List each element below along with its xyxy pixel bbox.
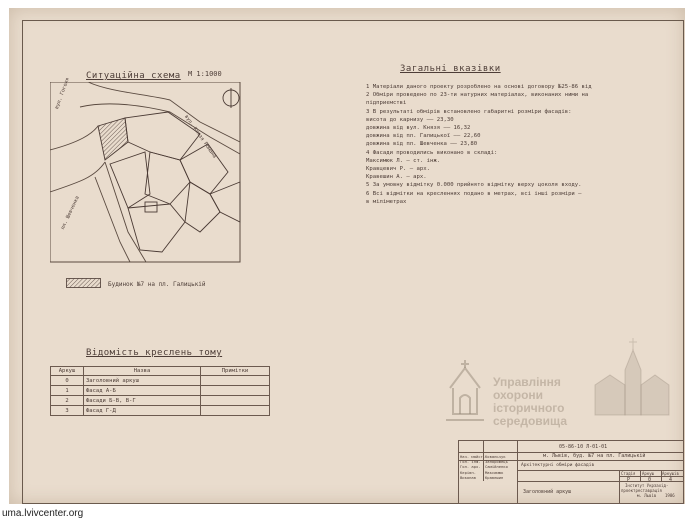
street-label-shevchenka: пл. Шевченка <box>60 195 81 231</box>
legend-hatch-swatch <box>66 278 102 289</box>
person-name: Ковальчук <box>485 454 506 459</box>
sheets-header: Аркушів <box>662 471 679 476</box>
note-line: підприємстві <box>366 100 407 107</box>
org-line: 1986 <box>665 493 675 498</box>
col-header-note: Примітки <box>201 367 270 376</box>
role-label: Нач. майст. <box>460 454 486 459</box>
note-line: висота до карнизу —— 23,30 <box>366 116 454 123</box>
person-name: Кравешин <box>485 474 504 480</box>
table-row <box>51 386 270 396</box>
org-line: Інститут Укрзахід- <box>625 483 669 488</box>
watermark-line: Управління <box>493 375 561 389</box>
role-label: Гол. інж. <box>460 459 481 465</box>
note-line: Кравцевич Р. — арх. <box>366 166 430 172</box>
table-cell-sheet: 1 <box>51 386 84 396</box>
site-plan <box>50 82 250 272</box>
table-cell-sheet: 0 <box>51 376 84 386</box>
table-cell-sheet: 3 <box>51 406 84 416</box>
table-cell-name: Фасад А-Б <box>84 386 201 396</box>
note-line: довжина від вул. Князя —— 16,32 <box>366 125 471 131</box>
col-header-name: Назва <box>84 367 201 376</box>
stage-value: Р <box>627 477 631 483</box>
note-line: 1 Матеріали даного проекту розроблено на основі договору №25-86 від <box>366 84 592 90</box>
role-label: Керівн. <box>460 469 477 475</box>
table-cell-name: Заголовний аркуш <box>84 376 201 386</box>
stage-header: Стадія <box>621 471 636 476</box>
watermark-text <box>493 376 567 428</box>
title-block-subtitle: Архітектурні обміри фасадів <box>521 463 595 468</box>
situation-title: Ситуаційна схема <box>86 71 181 81</box>
title-block-code: 05-86-10 Л-01-01 <box>559 444 608 450</box>
table-row <box>51 406 270 416</box>
col-header-sheet: Аркуш <box>51 367 84 376</box>
notes-title: Загальні вказівки <box>400 64 501 74</box>
title-block <box>458 440 684 504</box>
sheet-value: 0 <box>648 477 652 483</box>
drawings-title: Відомість креслень тому <box>86 348 223 358</box>
note-line: 3 В результаті обмірів встановлено габаритні розміри фасадів: <box>366 108 572 115</box>
watermark-logo-icon <box>440 358 490 422</box>
drawings-table <box>50 366 270 416</box>
sheets-value: 4 <box>669 477 673 483</box>
person-name: Самійленко <box>485 464 508 470</box>
legend-text: Будинок №7 на пл. Галицькій <box>108 281 206 288</box>
table-cell-note <box>201 376 270 386</box>
street-label-gogolya: вул. Гоголя <box>54 76 71 111</box>
watermark-line: середовища <box>493 414 567 428</box>
note-line: довжина від пл. Шевченка —— 23,80 <box>366 141 478 148</box>
role-label: Виконав <box>460 474 477 480</box>
table-cell-note <box>201 386 270 396</box>
note-line: 4 Фасади проводились виконано в складі: <box>366 149 498 156</box>
person-name: Максимюк <box>485 469 504 475</box>
org-line: проектреставрація <box>621 488 662 493</box>
scale-label: М 1:1000 <box>188 70 222 78</box>
table-cell-name: Фасад Г-Д <box>84 406 201 416</box>
street-label-romana: вул. Князя Романа <box>183 114 218 160</box>
source-label: uma.lvivcenter.org <box>2 508 84 519</box>
role-label: Гол. арх. <box>460 464 481 470</box>
title-block-address: м. Львів, буд. №7 на пл. Галицькій <box>543 453 646 459</box>
table-cell-note <box>201 406 270 416</box>
note-line: 6 Всі відмітки на кресленнях подано в метрах, всі інші розміри — <box>366 190 582 197</box>
table-row <box>51 396 270 406</box>
note-line: в міліметрах <box>366 198 407 205</box>
sheet-header: Аркуш <box>642 471 655 476</box>
org-line: м. Львів <box>637 493 657 498</box>
watermark-church-icon <box>585 330 675 420</box>
person-name: Запорожець <box>485 459 508 465</box>
table-cell-note <box>201 396 270 406</box>
title-block-sheet-name: Заголовний аркуш <box>523 489 572 495</box>
watermark-line: охорони <box>493 388 544 402</box>
table-row <box>51 376 270 386</box>
table-cell-name: Фасади Б-В, В-Г <box>84 396 201 406</box>
table-cell-sheet: 2 <box>51 396 84 406</box>
watermark-line: історичного <box>493 401 565 415</box>
note-line: довжина від пл. Галицької —— 22,60 <box>366 133 481 140</box>
note-line: 5 За умовну відмітку 0.000 прийнято відмітку верху цоколя входу. <box>366 182 582 189</box>
note-line: Кравешин А. — арх. <box>366 174 427 181</box>
note-line: Максимюк Л. — ст. інж. <box>366 157 441 164</box>
note-line: 2 Обміри проведено по 23-ти натурних матеріалах, виконаних ними на <box>366 92 589 99</box>
